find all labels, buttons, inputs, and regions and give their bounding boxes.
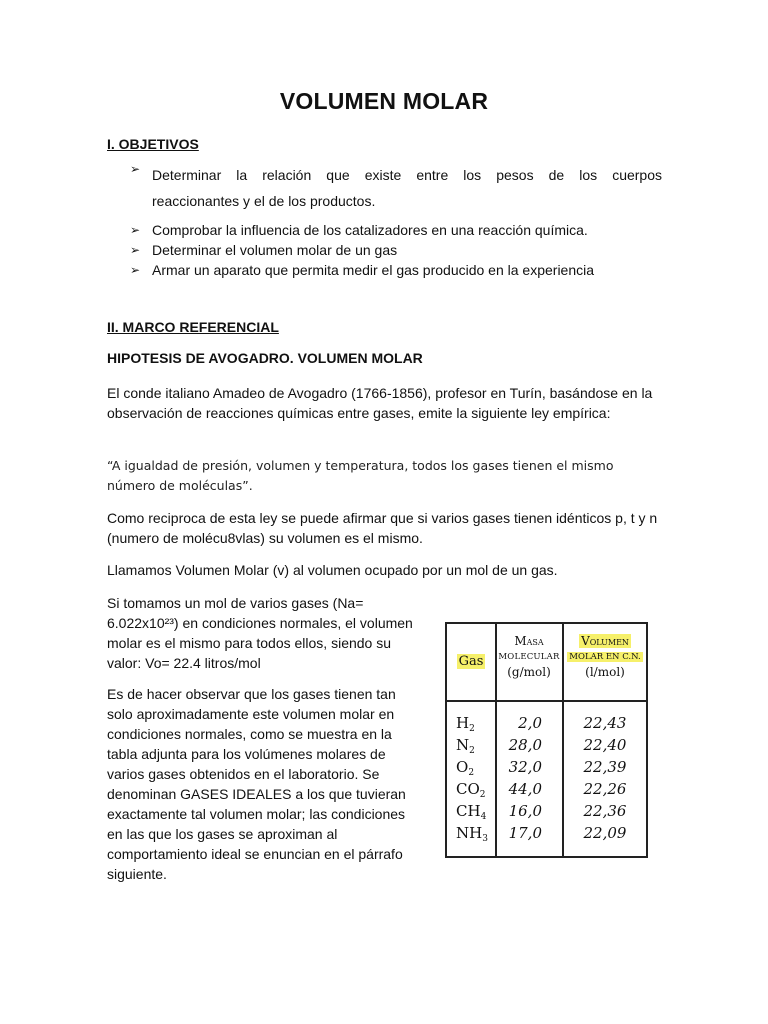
cell-mass: 2,0 bbox=[518, 714, 542, 732]
paragraph-avogadro: El conde italiano Amadeo de Avogadro (1766-1856), profesor en Turín, basándose en la observación de reacciones químicas entre gases, emite la siguiente ley empírica: bbox=[107, 385, 653, 421]
objective-item bbox=[130, 240, 662, 260]
objective-item bbox=[130, 162, 662, 214]
objective-text-line: reaccionantes y el de los productos. bbox=[152, 193, 376, 209]
cell-gas: $NH_3$ bbox=[456, 824, 488, 844]
cell-volume: 22,40 bbox=[583, 736, 627, 754]
framework-heading: II. MARCO REFERENCIAL bbox=[107, 319, 279, 335]
cell-volume: 22,09 bbox=[583, 824, 627, 842]
paragraph-avogadro-number: Si tomamos un mol de varios gases (Na= 6.022x10²³) en condiciones normales, el volumen molar es el mismo para todos ellos, siendo su valor: Vo= 22.4 litros/mol bbox=[107, 595, 413, 671]
objectives-list bbox=[130, 162, 662, 280]
cell-gas: $N_2$ bbox=[456, 736, 475, 756]
objective-text-line: Determinar la relación que existe entre los pesos de los cuerpos bbox=[152, 167, 662, 183]
cell-gas: $CO_2$ bbox=[456, 780, 486, 800]
cell-volume: 22,36 bbox=[583, 802, 627, 820]
law-quote: “A igualdad de presión, volumen y temperatura, todos los gases tienen el mismo número de moléculas”. bbox=[107, 458, 614, 493]
cell-mass: 44,0 bbox=[508, 780, 542, 798]
objective-text: Comprobar la influencia de los catalizadores en una reacción química. bbox=[152, 222, 588, 238]
header-volume: Volumen MOLAR EN C.N. (l/mol) bbox=[569, 634, 641, 679]
arrow-bullet-icon: ➢ bbox=[130, 243, 141, 257]
objective-item bbox=[130, 260, 662, 280]
molar-volume-table bbox=[445, 622, 648, 858]
cell-gas: $H_2$ bbox=[456, 714, 475, 734]
header-mass: Masa MOLECULAR (g/mol) bbox=[498, 634, 560, 679]
cell-gas: $CH_4$ bbox=[456, 802, 487, 822]
cell-gas: $O_2$ bbox=[456, 758, 475, 778]
cell-mass: 28,0 bbox=[508, 736, 542, 754]
cell-volume: 22,39 bbox=[583, 758, 627, 776]
page-title: VOLUMEN MOLAR bbox=[279, 88, 489, 114]
framework-subheading: HIPOTESIS DE AVOGADRO. VOLUMEN MOLAR bbox=[107, 350, 423, 366]
cell-mass: 16,0 bbox=[508, 802, 542, 820]
header-gas: Gas bbox=[458, 654, 484, 669]
arrow-bullet-icon: ➢ bbox=[130, 162, 141, 176]
arrow-bullet-icon: ➢ bbox=[130, 223, 141, 237]
objectives-heading: I. OBJETIVOS bbox=[107, 136, 199, 152]
paragraph-reciprocal: Como reciproca de esta ley se puede afirmar que si varios gases tienen idénticos p, t y n (numero de molécu8vlas) su volumen es el mismo. bbox=[107, 510, 658, 546]
paragraph-molar-volume-definition: Llamamos Volumen Molar (v) al volumen ocupado por un mol de un gas. bbox=[107, 562, 558, 578]
objective-text: Armar un aparato que permita medir el gas producido en la experiencia bbox=[152, 262, 595, 278]
cell-mass: 17,0 bbox=[508, 824, 542, 842]
paragraph-ideal-gases: Es de hacer observar que los gases tienen tan solo aproximadamente este volumen molar en condiciones normales, como se muestra en la tabla adjunta para los volúmenes molares de varios gases obtenidos en el laboratorio. Se denominan GASES IDEALES a los que tuvieran exactamente tal volumen molar; las condiciones en las que los gases se aproximan al comportamiento ideal se enuncian en el párrafo siguiente. bbox=[107, 686, 406, 882]
cell-volume: 22,26 bbox=[583, 780, 627, 798]
cell-volume: 22,43 bbox=[583, 714, 627, 732]
cell-mass: 32,0 bbox=[508, 758, 542, 776]
arrow-bullet-icon: ➢ bbox=[130, 263, 141, 277]
objective-item bbox=[130, 220, 662, 240]
objective-text: Determinar el volumen molar de un gas bbox=[152, 242, 398, 258]
